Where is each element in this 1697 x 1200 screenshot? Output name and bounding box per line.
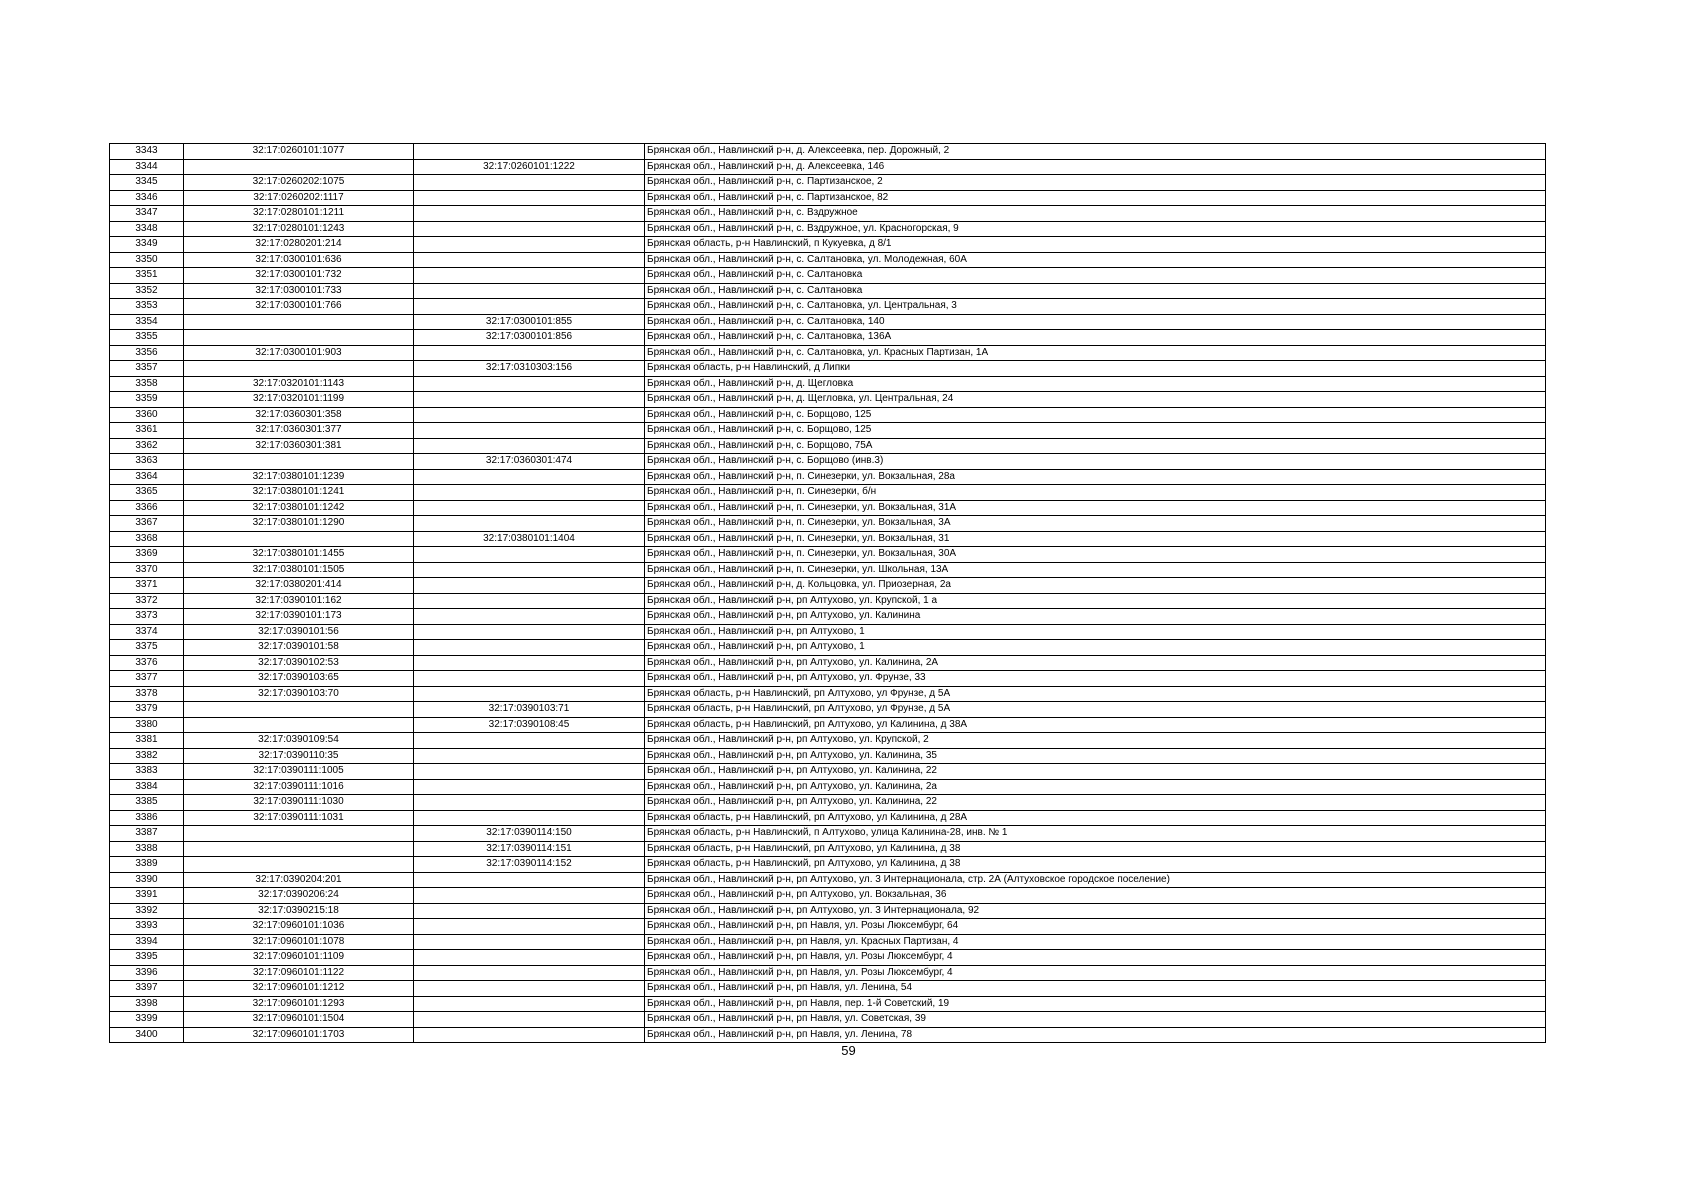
row-number-cell: 3367 (110, 516, 184, 532)
table-row (110, 330, 1546, 346)
row-number-cell: 3381 (110, 733, 184, 749)
table-row (110, 624, 1546, 640)
address-cell: Брянская обл., Навлинский р-н, рп Навля, ул. Розы Люксембург, 64 (645, 919, 1546, 935)
table-row (110, 702, 1546, 718)
cadastral-number-alt-cell: 32:17:0310303:156 (414, 361, 645, 377)
cadastral-number-alt-cell (414, 144, 645, 160)
cadastral-number-alt-cell (414, 268, 645, 284)
table-row (110, 779, 1546, 795)
table-row (110, 717, 1546, 733)
cadastral-number-alt-cell: 32:17:0390114:152 (414, 857, 645, 873)
table-row (110, 206, 1546, 222)
cadastral-number-cell: 32:17:0300101:766 (184, 299, 414, 315)
row-number-cell: 3398 (110, 996, 184, 1012)
table-row (110, 345, 1546, 361)
address-cell: Брянская обл., Навлинский р-н, п. Синезерки, ул. Вокзальная, 31 (645, 531, 1546, 547)
address-cell: Брянская обл., Навлинский р-н, с. Салтановка (645, 268, 1546, 284)
cadastral-number-cell: 32:17:0380101:1241 (184, 485, 414, 501)
address-cell: Брянская обл., Навлинский р-н, д. Щегловка (645, 376, 1546, 392)
cadastral-number-alt-cell (414, 299, 645, 315)
table-row (110, 531, 1546, 547)
table-row (110, 423, 1546, 439)
cadastral-number-alt-cell: 32:17:0390108:45 (414, 717, 645, 733)
row-number-cell: 3399 (110, 1012, 184, 1028)
cadastral-number-cell (184, 531, 414, 547)
cadastral-number-cell: 32:17:0960101:1036 (184, 919, 414, 935)
cadastral-number-alt-cell: 32:17:0380101:1404 (414, 531, 645, 547)
cadastral-number-alt-cell (414, 221, 645, 237)
table-row (110, 919, 1546, 935)
cadastral-number-alt-cell (414, 175, 645, 191)
row-number-cell: 3361 (110, 423, 184, 439)
cadastral-number-alt-cell: 32:17:0390103:71 (414, 702, 645, 718)
cadastral-number-cell: 32:17:0280101:1211 (184, 206, 414, 222)
cadastral-number-cell: 32:17:0960101:1109 (184, 950, 414, 966)
table-row (110, 547, 1546, 563)
cadastral-number-cell: 32:17:0390101:58 (184, 640, 414, 656)
row-number-cell: 3378 (110, 686, 184, 702)
cadastral-number-alt-cell (414, 237, 645, 253)
row-number-cell: 3349 (110, 237, 184, 253)
cadastral-number-cell: 32:17:0960101:1703 (184, 1027, 414, 1043)
cadastral-number-cell: 32:17:0390111:1030 (184, 795, 414, 811)
row-number-cell: 3360 (110, 407, 184, 423)
cadastral-number-cell: 32:17:0380101:1505 (184, 562, 414, 578)
cadastral-number-cell (184, 314, 414, 330)
table-row (110, 733, 1546, 749)
row-number-cell: 3346 (110, 190, 184, 206)
table-row (110, 392, 1546, 408)
cadastral-number-alt-cell (414, 423, 645, 439)
cadastral-number-alt-cell (414, 562, 645, 578)
row-number-cell: 3387 (110, 826, 184, 842)
cadastral-number-cell: 32:17:0300101:903 (184, 345, 414, 361)
row-number-cell: 3369 (110, 547, 184, 563)
row-number-cell: 3359 (110, 392, 184, 408)
cadastral-number-cell: 32:17:0380201:414 (184, 578, 414, 594)
cadastral-number-alt-cell (414, 888, 645, 904)
row-number-cell: 3376 (110, 655, 184, 671)
row-number-cell: 3352 (110, 283, 184, 299)
address-cell: Брянская обл., Навлинский р-н, рп Навля, ул. Красных Партизан, 4 (645, 934, 1546, 950)
cadastral-number-alt-cell (414, 469, 645, 485)
address-cell: Брянская обл., Навлинский р-н, рп Алтухово, ул. Крупской, 2 (645, 733, 1546, 749)
table-row (110, 221, 1546, 237)
cadastral-number-alt-cell (414, 686, 645, 702)
row-number-cell: 3371 (110, 578, 184, 594)
cadastral-number-alt-cell (414, 547, 645, 563)
cadastral-number-cell (184, 702, 414, 718)
row-number-cell: 3373 (110, 609, 184, 625)
table-row (110, 810, 1546, 826)
table-row (110, 454, 1546, 470)
cadastral-number-alt-cell (414, 283, 645, 299)
address-cell: Брянская обл., Навлинский р-н, рп Алтухово, 1 (645, 640, 1546, 656)
row-number-cell: 3379 (110, 702, 184, 718)
address-cell: Брянская область, р-н Навлинский, рп Алтухово, ул Калинина, д 38А (645, 717, 1546, 733)
table-row (110, 1012, 1546, 1028)
table-row (110, 237, 1546, 253)
cadastral-number-cell: 32:17:0360301:381 (184, 438, 414, 454)
address-cell: Брянская обл., Навлинский р-н, рп Алтухово, ул. Крупской, 1 а (645, 593, 1546, 609)
address-cell: Брянская обл., Навлинский р-н, рп Алтухово, ул. Калинина (645, 609, 1546, 625)
table-row (110, 640, 1546, 656)
cadastral-number-alt-cell (414, 903, 645, 919)
cadastral-number-alt-cell (414, 438, 645, 454)
row-number-cell: 3365 (110, 485, 184, 501)
row-number-cell: 3397 (110, 981, 184, 997)
address-cell: Брянская обл., Навлинский р-н, п. Синезерки, ул. Вокзальная, 3А (645, 516, 1546, 532)
address-cell: Брянская обл., Навлинский р-н, рп Навля, ул. Ленина, 54 (645, 981, 1546, 997)
address-cell: Брянская обл., Навлинский р-н, с. Партизанское, 2 (645, 175, 1546, 191)
cadastral-number-alt-cell (414, 965, 645, 981)
table-row (110, 283, 1546, 299)
address-cell: Брянская обл., Навлинский р-н, с. Борщово, 125 (645, 423, 1546, 439)
address-cell: Брянская область, р-н Навлинский, п Кукуевка, д 8/1 (645, 237, 1546, 253)
table-row (110, 857, 1546, 873)
table-row (110, 888, 1546, 904)
cadastral-number-alt-cell (414, 934, 645, 950)
cadastral-number-alt-cell: 32:17:0390114:150 (414, 826, 645, 842)
row-number-cell: 3375 (110, 640, 184, 656)
cadastral-number-alt-cell (414, 252, 645, 268)
address-cell: Брянская обл., Навлинский р-н, д. Алексеевка, пер. Дорожный, 2 (645, 144, 1546, 160)
cadastral-number-alt-cell (414, 1027, 645, 1043)
address-cell: Брянская обл., Навлинский р-н, с. Салтановка, 140 (645, 314, 1546, 330)
table-row (110, 996, 1546, 1012)
cadastral-number-alt-cell: 32:17:0300101:856 (414, 330, 645, 346)
address-cell: Брянская область, р-н Навлинский, рп Алтухово, ул Калинина, д 38 (645, 841, 1546, 857)
row-number-cell: 3395 (110, 950, 184, 966)
row-number-cell: 3400 (110, 1027, 184, 1043)
cadastral-number-alt-cell: 32:17:0300101:855 (414, 314, 645, 330)
row-number-cell: 3384 (110, 779, 184, 795)
address-cell: Брянская обл., Навлинский р-н, с. Борщово (инв.3) (645, 454, 1546, 470)
cadastral-number-cell: 32:17:0300101:732 (184, 268, 414, 284)
address-cell: Брянская обл., Навлинский р-н, рп Алтухово, ул. Калинина, 22 (645, 764, 1546, 780)
address-cell: Брянская обл., Навлинский р-н, с. Борщово, 125 (645, 407, 1546, 423)
row-number-cell: 3394 (110, 934, 184, 950)
table-row (110, 748, 1546, 764)
address-cell: Брянская обл., Навлинский р-н, рп Алтухово, ул. 3 Интернационала, 92 (645, 903, 1546, 919)
cadastral-number-cell: 32:17:0390101:56 (184, 624, 414, 640)
cadastral-number-alt-cell (414, 485, 645, 501)
cadastral-number-cell: 32:17:0280101:1243 (184, 221, 414, 237)
row-number-cell: 3348 (110, 221, 184, 237)
cadastral-number-cell: 32:17:0380101:1455 (184, 547, 414, 563)
address-cell: Брянская обл., Навлинский р-н, рп Навля, ул. Розы Люксембург, 4 (645, 950, 1546, 966)
table-row (110, 795, 1546, 811)
row-number-cell: 3353 (110, 299, 184, 315)
table-row (110, 175, 1546, 191)
row-number-cell: 3345 (110, 175, 184, 191)
cadastral-number-cell: 32:17:0360301:377 (184, 423, 414, 439)
row-number-cell: 3386 (110, 810, 184, 826)
cadastral-number-cell: 32:17:0260202:1075 (184, 175, 414, 191)
address-cell: Брянская обл., Навлинский р-н, с. Борщово, 75А (645, 438, 1546, 454)
table-row (110, 314, 1546, 330)
cadastral-number-alt-cell (414, 345, 645, 361)
cadastral-number-alt-cell (414, 919, 645, 935)
cadastral-number-alt-cell (414, 609, 645, 625)
row-number-cell: 3364 (110, 469, 184, 485)
address-cell: Брянская обл., Навлинский р-н, д. Алексеевка, 146 (645, 159, 1546, 175)
row-number-cell: 3356 (110, 345, 184, 361)
cadastral-number-alt-cell (414, 376, 645, 392)
address-cell: Брянская обл., Навлинский р-н, рп Навля, ул. Розы Люксембург, 4 (645, 965, 1546, 981)
cadastral-number-cell (184, 454, 414, 470)
cadastral-number-cell: 32:17:0300101:636 (184, 252, 414, 268)
address-cell: Брянская обл., Навлинский р-н, рп Алтухово, ул. 3 Интернационала, стр. 2А (Алтуховское городское поселение) (645, 872, 1546, 888)
row-number-cell: 3385 (110, 795, 184, 811)
table-row (110, 686, 1546, 702)
table-row (110, 485, 1546, 501)
row-number-cell: 3372 (110, 593, 184, 609)
cadastral-number-cell: 32:17:0380101:1239 (184, 469, 414, 485)
row-number-cell: 3343 (110, 144, 184, 160)
cadastral-number-cell: 32:17:0960101:1078 (184, 934, 414, 950)
table-row (110, 516, 1546, 532)
row-number-cell: 3350 (110, 252, 184, 268)
address-cell: Брянская обл., Навлинский р-н, рп Навля, пер. 1-й Советский, 19 (645, 996, 1546, 1012)
row-number-cell: 3390 (110, 872, 184, 888)
cadastral-number-alt-cell (414, 872, 645, 888)
cadastral-number-alt-cell (414, 655, 645, 671)
cadastral-number-cell (184, 330, 414, 346)
cadastral-number-cell: 32:17:0300101:733 (184, 283, 414, 299)
cadastral-number-cell: 32:17:0380101:1242 (184, 500, 414, 516)
cadastral-number-alt-cell (414, 779, 645, 795)
table-row (110, 826, 1546, 842)
table-row (110, 981, 1546, 997)
table-row (110, 500, 1546, 516)
table-row (110, 841, 1546, 857)
address-cell: Брянская обл., Навлинский р-н, п. Синезерки, ул. Вокзальная, 31А (645, 500, 1546, 516)
cadastral-number-alt-cell (414, 671, 645, 687)
cadastral-number-alt-cell (414, 407, 645, 423)
cadastral-number-cell: 32:17:0960101:1504 (184, 1012, 414, 1028)
cadastral-number-alt-cell (414, 578, 645, 594)
table-row (110, 469, 1546, 485)
cadastral-number-alt-cell (414, 190, 645, 206)
cadastral-number-alt-cell (414, 764, 645, 780)
cadastral-number-cell: 32:17:0390109:54 (184, 733, 414, 749)
row-number-cell: 3351 (110, 268, 184, 284)
table-row (110, 655, 1546, 671)
cadastral-number-cell: 32:17:0390215:18 (184, 903, 414, 919)
table-row (110, 903, 1546, 919)
address-cell: Брянская обл., Навлинский р-н, рп Навля, ул. Советская, 39 (645, 1012, 1546, 1028)
row-number-cell: 3344 (110, 159, 184, 175)
address-cell: Брянская обл., Навлинский р-н, рп Алтухово, 1 (645, 624, 1546, 640)
cadastral-number-alt-cell (414, 624, 645, 640)
cadastral-number-cell: 32:17:0390101:173 (184, 609, 414, 625)
table-row (110, 965, 1546, 981)
row-number-cell: 3357 (110, 361, 184, 377)
table-row (110, 578, 1546, 594)
cadastral-number-cell: 32:17:0360301:358 (184, 407, 414, 423)
address-cell: Брянская обл., Навлинский р-н, рп Алтухово, ул. Калинина, 2А (645, 655, 1546, 671)
table-row (110, 1027, 1546, 1043)
row-number-cell: 3354 (110, 314, 184, 330)
cadastral-number-cell: 32:17:0960101:1122 (184, 965, 414, 981)
row-number-cell: 3370 (110, 562, 184, 578)
address-cell: Брянская область, р-н Навлинский, п Алтухово, улица Калинина-28, инв. № 1 (645, 826, 1546, 842)
table-row (110, 144, 1546, 160)
address-cell: Брянская обл., Навлинский р-н, с. Салтановка, ул. Центральная, 3 (645, 299, 1546, 315)
property-table (109, 143, 1546, 1043)
cadastral-number-cell: 32:17:0390206:24 (184, 888, 414, 904)
cadastral-number-cell (184, 717, 414, 733)
address-cell: Брянская обл., Навлинский р-н, рп Алтухово, ул. Калинина, 2а (645, 779, 1546, 795)
cadastral-number-alt-cell: 32:17:0360301:474 (414, 454, 645, 470)
cadastral-number-cell: 32:17:0390102:53 (184, 655, 414, 671)
table-row (110, 361, 1546, 377)
address-cell: Брянская обл., Навлинский р-н, с. Партизанское, 82 (645, 190, 1546, 206)
cadastral-number-alt-cell: 32:17:0260101:1222 (414, 159, 645, 175)
address-cell: Брянская обл., Навлинский р-н, рп Алтухово, ул. Вокзальная, 36 (645, 888, 1546, 904)
row-number-cell: 3377 (110, 671, 184, 687)
row-number-cell: 3389 (110, 857, 184, 873)
cadastral-number-cell: 32:17:0260101:1077 (184, 144, 414, 160)
address-cell: Брянская обл., Навлинский р-н, с. Вздружное (645, 206, 1546, 222)
cadastral-number-alt-cell (414, 981, 645, 997)
cadastral-number-alt-cell (414, 996, 645, 1012)
cadastral-number-alt-cell: 32:17:0390114:151 (414, 841, 645, 857)
cadastral-number-alt-cell (414, 640, 645, 656)
cadastral-number-cell: 32:17:0390101:162 (184, 593, 414, 609)
table-row (110, 562, 1546, 578)
cadastral-number-cell: 32:17:0390103:65 (184, 671, 414, 687)
table-row (110, 609, 1546, 625)
cadastral-number-cell: 32:17:0320101:1199 (184, 392, 414, 408)
cadastral-number-cell (184, 361, 414, 377)
row-number-cell: 3358 (110, 376, 184, 392)
cadastral-number-cell: 32:17:0390111:1016 (184, 779, 414, 795)
address-cell: Брянская область, р-н Навлинский, рп Алтухово, ул Фрунзе, д 5А (645, 686, 1546, 702)
cadastral-number-alt-cell (414, 733, 645, 749)
table-body (110, 144, 1546, 1043)
row-number-cell: 3380 (110, 717, 184, 733)
cadastral-number-cell: 32:17:0390103:70 (184, 686, 414, 702)
table-row (110, 376, 1546, 392)
cadastral-number-cell: 32:17:0390111:1031 (184, 810, 414, 826)
row-number-cell: 3393 (110, 919, 184, 935)
cadastral-number-cell: 32:17:0390110:35 (184, 748, 414, 764)
cadastral-number-cell (184, 826, 414, 842)
table-row (110, 407, 1546, 423)
cadastral-number-alt-cell (414, 593, 645, 609)
address-cell: Брянская обл., Навлинский р-н, рп Навля, ул. Ленина, 78 (645, 1027, 1546, 1043)
cadastral-number-alt-cell (414, 1012, 645, 1028)
row-number-cell: 3392 (110, 903, 184, 919)
cadastral-number-cell: 32:17:0380101:1290 (184, 516, 414, 532)
table-row (110, 764, 1546, 780)
cadastral-number-alt-cell (414, 500, 645, 516)
table-row (110, 159, 1546, 175)
table-row (110, 299, 1546, 315)
row-number-cell: 3391 (110, 888, 184, 904)
table-row (110, 934, 1546, 950)
cadastral-number-cell (184, 841, 414, 857)
address-cell: Брянская обл., Навлинский р-н, п. Синезерки, б/н (645, 485, 1546, 501)
address-cell: Брянская обл., Навлинский р-н, п. Синезерки, ул. Вокзальная, 28а (645, 469, 1546, 485)
cadastral-number-alt-cell (414, 795, 645, 811)
address-cell: Брянская обл., Навлинский р-н, п. Синезерки, ул. Школьная, 13А (645, 562, 1546, 578)
address-cell: Брянская обл., Навлинский р-н, с. Вздружное, ул. Красногорская, 9 (645, 221, 1546, 237)
cadastral-number-cell: 32:17:0390204:201 (184, 872, 414, 888)
cadastral-number-cell: 32:17:0390111:1005 (184, 764, 414, 780)
cadastral-number-alt-cell (414, 516, 645, 532)
row-number-cell: 3382 (110, 748, 184, 764)
address-cell: Брянская обл., Навлинский р-н, рп Алтухово, ул. Калинина, 22 (645, 795, 1546, 811)
row-number-cell: 3363 (110, 454, 184, 470)
cadastral-number-cell: 32:17:0960101:1212 (184, 981, 414, 997)
address-cell: Брянская обл., Навлинский р-н, д. Кольцовка, ул. Приозерная, 2а (645, 578, 1546, 594)
address-cell: Брянская обл., Навлинский р-н, с. Салтановка (645, 283, 1546, 299)
cadastral-number-alt-cell (414, 810, 645, 826)
cadastral-number-cell (184, 159, 414, 175)
row-number-cell: 3368 (110, 531, 184, 547)
table-row (110, 671, 1546, 687)
row-number-cell: 3355 (110, 330, 184, 346)
row-number-cell: 3383 (110, 764, 184, 780)
cadastral-number-cell (184, 857, 414, 873)
address-cell: Брянская область, р-н Навлинский, рп Алтухово, ул Калинина, д 38 (645, 857, 1546, 873)
table-row (110, 950, 1546, 966)
cadastral-number-cell: 32:17:0280201:214 (184, 237, 414, 253)
cadastral-number-alt-cell (414, 206, 645, 222)
row-number-cell: 3366 (110, 500, 184, 516)
cadastral-number-cell: 32:17:0320101:1143 (184, 376, 414, 392)
address-cell: Брянская область, р-н Навлинский, рп Алтухово, ул Фрунзе, д 5А (645, 702, 1546, 718)
row-number-cell: 3396 (110, 965, 184, 981)
address-cell: Брянская обл., Навлинский р-н, с. Салтановка, ул. Молодежная, 60А (645, 252, 1546, 268)
address-cell: Брянская область, р-н Навлинский, д Липки (645, 361, 1546, 377)
row-number-cell: 3374 (110, 624, 184, 640)
address-cell: Брянская обл., Навлинский р-н, рп Алтухово, ул. Калинина, 35 (645, 748, 1546, 764)
address-cell: Брянская обл., Навлинский р-н, рп Алтухово, ул. Фрунзе, 33 (645, 671, 1546, 687)
address-cell: Брянская обл., Навлинский р-н, с. Салтановка, 136А (645, 330, 1546, 346)
address-cell: Брянская область, р-н Навлинский, рп Алтухово, ул Калинина, д 28А (645, 810, 1546, 826)
address-cell: Брянская обл., Навлинский р-н, п. Синезерки, ул. Вокзальная, 30А (645, 547, 1546, 563)
table-row (110, 252, 1546, 268)
page-number: 59 (841, 1043, 856, 1058)
cadastral-number-alt-cell (414, 392, 645, 408)
cadastral-number-alt-cell (414, 950, 645, 966)
table-row (110, 872, 1546, 888)
table-row (110, 593, 1546, 609)
row-number-cell: 3347 (110, 206, 184, 222)
address-cell: Брянская обл., Навлинский р-н, с. Салтановка, ул. Красных Партизан, 1А (645, 345, 1546, 361)
table-row (110, 438, 1546, 454)
row-number-cell: 3388 (110, 841, 184, 857)
table-row (110, 268, 1546, 284)
cadastral-number-alt-cell (414, 748, 645, 764)
cadastral-number-cell: 32:17:0260202:1117 (184, 190, 414, 206)
row-number-cell: 3362 (110, 438, 184, 454)
table-row (110, 190, 1546, 206)
address-cell: Брянская обл., Навлинский р-н, д. Щегловка, ул. Центральная, 24 (645, 392, 1546, 408)
cadastral-number-cell: 32:17:0960101:1293 (184, 996, 414, 1012)
